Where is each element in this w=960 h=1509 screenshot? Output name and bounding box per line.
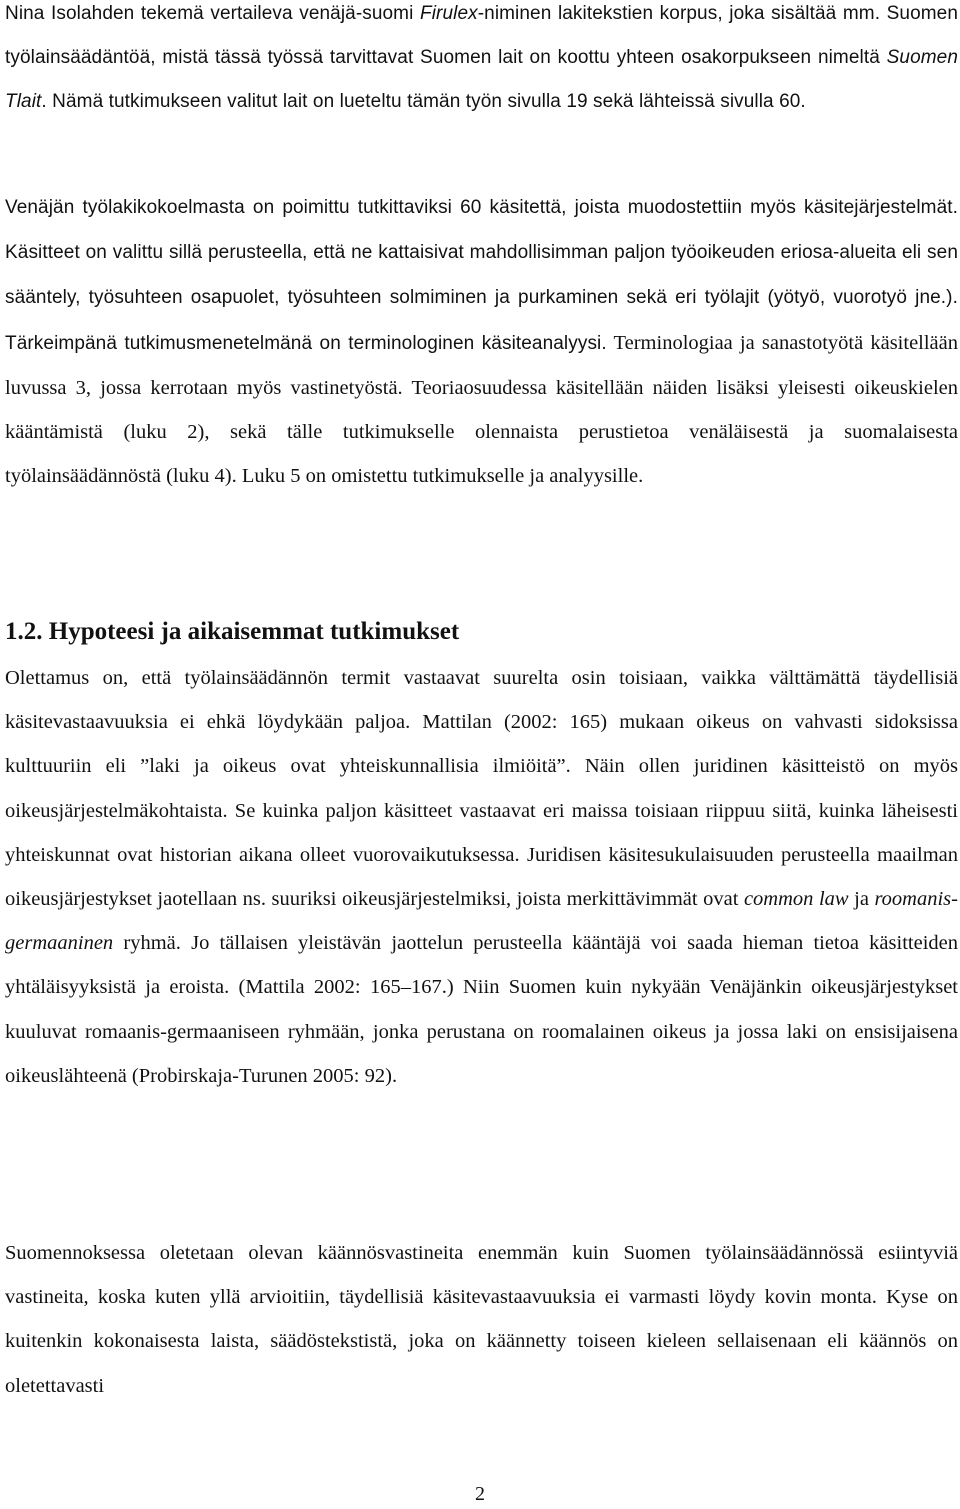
paragraph-text: Suomennoksessa oletetaan olevan käännösvastineita enemmän kuin Suomen työlainsäädännössä esiintyviä vastineita, koska kuten yllä arvioitiin, täydellisiä käsitevastaavuuksia ei varmasti löydy kovin monta. xyxy=(5,1242,958,1309)
paragraph-text: Olettamus on, että työlainsäädännön termit vastaavat suurelta osin toisiaan, vaikka välttämättä täydellisiä käsitevastaavuuksia ei ehkä löydykään paljoa. xyxy=(5,667,958,734)
paragraph-text: Mattilan (2002: 165) mukaan oikeus on vahvasti sidoksissa kulttuuriin eli ”laki ja oikeus ovat yhteiskunnallisia ilmiöitä”. Näin ollen juridinen käsitteistö on myös oikeusjärjestelmäkohtaista. xyxy=(5,711,958,822)
paragraph-translation xyxy=(5,1231,958,1408)
paragraph-text: . Nämä tutkimukseen valitut lait on lueteltu tämän työn sivulla 19 sekä lähteissä sivulla 60. xyxy=(41,91,806,113)
paragraph-hypothesis xyxy=(5,656,958,1098)
paragraph-text: Jo tällaisen yleistävän jaottelun perusteella kääntäjä voi saada hieman tietoa käsitteiden yhtäläisyyksistä ja eroista. (Mattila 2002: 165–167.) Niin Suomen kuin nykyään Venäjänkin oikeusjärjestykset kuuluvat romaanis-germaaniseen ryhmään, jonka perustana on roomalainen oikeus ja jossa laki on ensisijaisena oikeuslähteenä (Probirskaja-Turunen 2005: 92). xyxy=(5,932,958,1087)
paragraph-text: Teoriaosuudessa käsitellään näiden lisäksi yleisesti oikeuskielen kääntämistä (luku 2), sekä tälle tutkimukselle olennaista perustietoa venäläisestä ja suomalaisesta työlainsäädännöstä (luku 4). Luku 5 on omistettu tutkimukselle ja analyysille. xyxy=(5,376,958,488)
section-heading: 1.2. Hypoteesi ja aikaisemmat tutkimukset xyxy=(5,618,460,645)
corpus-name: Firulex xyxy=(420,3,478,24)
paragraph-text: ryhmä. xyxy=(113,932,181,955)
page-number: 2 xyxy=(475,1483,485,1505)
paragraph-text: Venäjän työlakikokoelmasta on poimittu tutkittaviksi 60 käsitettä, joista muodostettiin myös käsitejärjestelmät. Käsitteet on valittu sillä perusteella, että ne kattaisivat mahdollisimman paljon työoikeuden eriosa-alueita eli sen sääntely, työsuhteen osapuolet, työsuhteen solmiminen ja purkaminen sekä eri työlajit (yötyö, vuorotyö jne.). Tärkeimpänä tutkimusmenetelmänä on terminologinen käsiteanalyysi. xyxy=(5,197,958,354)
paragraph-text: -niminen lakitekstien korpus, joka sisältää mm. Suomen työlainsäädäntöä, mistä tässä työssä tarvittavat Suomen lait on koottu yhteen osakorpukseen nimeltä xyxy=(5,3,959,69)
legal-family-term: roomanis-germaaninen xyxy=(5,888,958,955)
paragraph-text: Kyse on kuitenkin kokonaisesta laista, säädöstekstistä, joka on käännetty toiseen kieleen sellaisenaan eli käännös on oletettavasti xyxy=(5,1286,958,1397)
paragraph-text: Terminologiaa ja sanastotyötä käsitellään luvussa 3, jossa kerrotaan myös vastinetyöstä. xyxy=(5,331,959,399)
paragraph-text: ja xyxy=(848,888,875,911)
paragraph-method xyxy=(5,185,958,498)
paragraph-text: Nina Isolahden tekemä vertaileva venäjä-suomi xyxy=(5,3,420,24)
paragraph-text: Se kuinka paljon käsitteet vastaavat eri maissa toisiaan riippuu siitä, kuinka läheisesti yhteiskunnat ovat historian aikana olleet vuorovaikutuksessa. Juridisen käsitesukulaisuuden perusteella maailman oikeusjärjestykset jaotellaan ns. suuriksi oikeusjärjestelmiksi, joista merkittävimmät ovat xyxy=(5,799,958,911)
legal-family-term: common law xyxy=(743,888,849,911)
paragraph-corpus-description xyxy=(5,0,958,125)
subcorpus-name: Suomen Tlait xyxy=(5,47,958,113)
